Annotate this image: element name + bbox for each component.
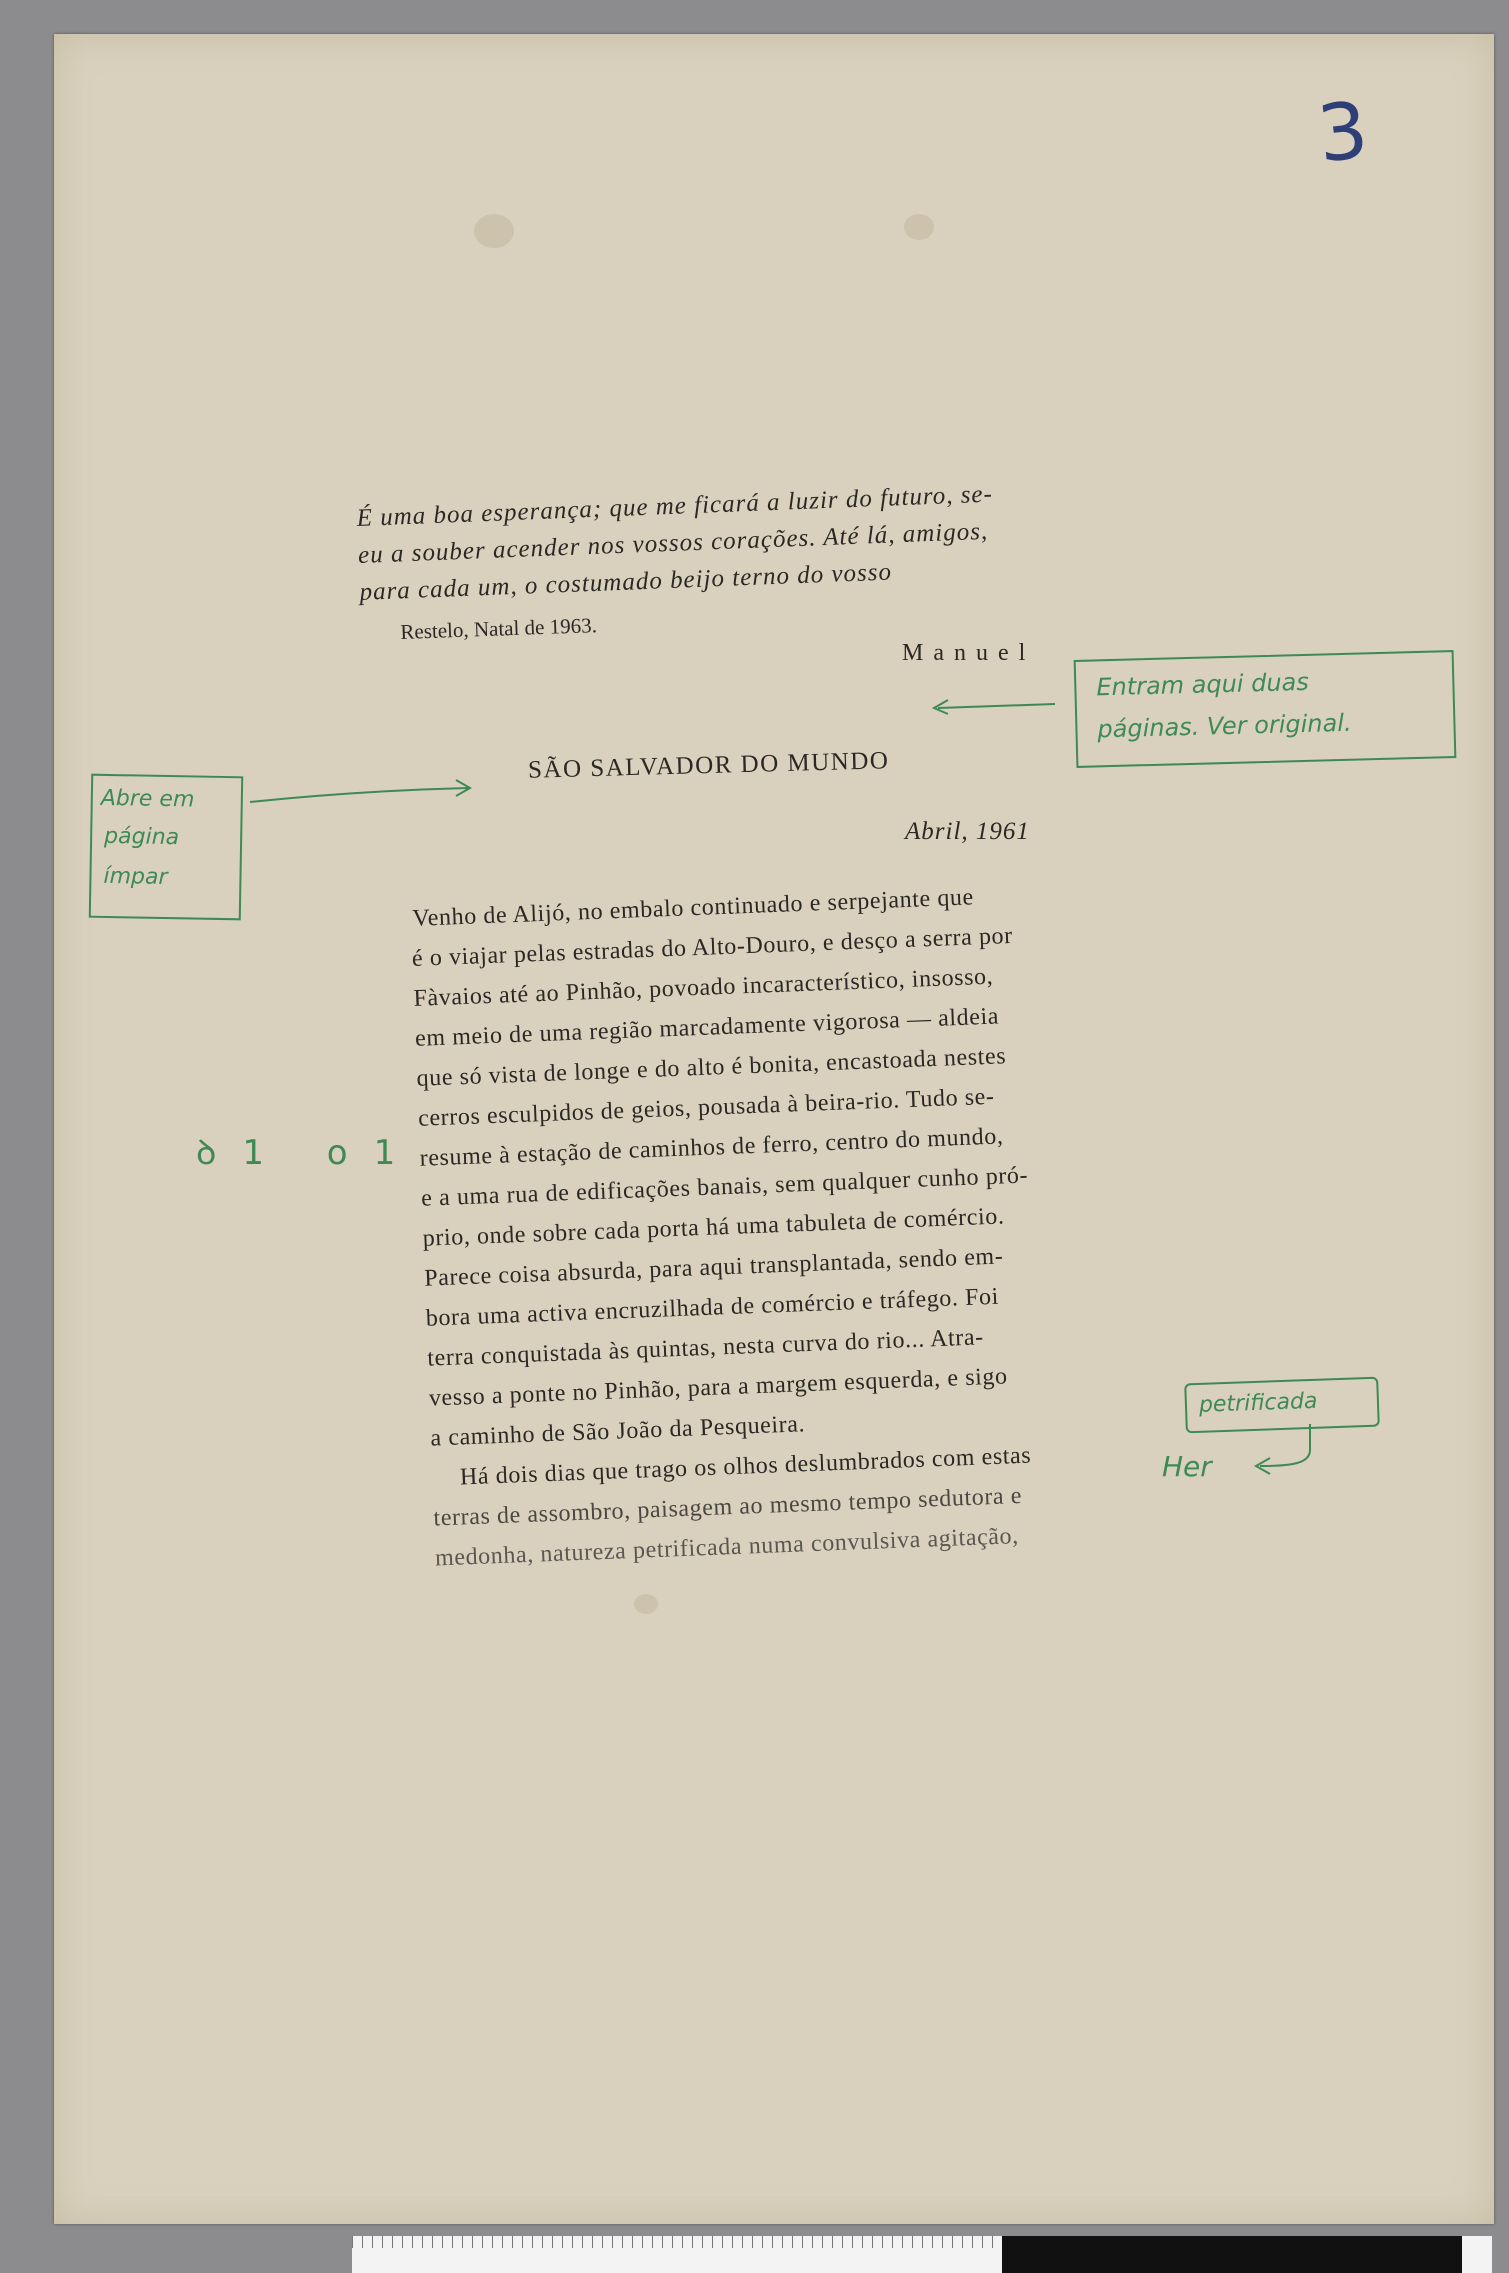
odd-page-arrow-icon [248,770,478,810]
insert-note-line: Entram aqui duas [1096,667,1310,702]
place-date: Restelo, Natal de 1963. [400,613,598,644]
correction-note: Her [1162,1450,1212,1483]
insert-note-line: páginas. Ver original. [1097,708,1352,744]
insert-arrow-icon [930,690,1060,720]
paper-stain [474,214,514,248]
chapter-date: Abril, 1961 [905,818,1030,845]
odd-page-note-box [89,774,243,921]
body-line: a caminho de São João da Pesqueira. [429,1411,806,1452]
body-line: é o viajar pelas estradas do Alto-Douro, e desço a serra por [411,922,1014,972]
body-line: Fàvaios até ao Pinhão, povoado incaracterístico, insosso, [413,963,994,1012]
letter-line: para cada um, o costumado beijo terno do vosso [359,558,893,606]
body-line: medonha, natureza petrificada numa convulsiva agitação, [434,1523,1020,1572]
body-line: vesso a ponte no Pinhão, para a margem esquerda, e sigo [428,1363,1009,1412]
chapter-title: SÃO SALVADOR DO MUNDO [527,747,890,784]
correction-word: petrificada [1198,1388,1318,1418]
signature: M a n u e l [902,640,1028,666]
odd-page-note-line: Abre em [100,785,195,813]
scan-ruler [352,2236,1492,2273]
body-line: Venho de Alijó, no embalo continuado e serpejante que [411,884,975,932]
paper-stain [634,1594,658,1614]
letter-line: eu a souber acender nos vossos corações. Até lá, amigos, [357,517,989,569]
body-line: prio, onde sobre cada porta há uma tabuleta de comércio. [422,1203,1005,1252]
ruler-end [1462,2236,1492,2273]
body-line: terra conquistada às quintas, nesta curva do rio... Atra- [426,1324,985,1372]
margin-marks: ꝺ1 o1 [196,1133,422,1173]
insert-note-box [1074,650,1457,768]
letter-line: É uma boa esperança; que me ficará a luzir do futuro, se- [356,480,994,532]
body-line: cerros esculpidos de geios, pousada à beira-rio. Tudo se- [417,1083,996,1132]
body-line: em meio de uma região marcadamente vigorosa — aldeia [414,1003,1000,1052]
odd-page-note-line: ímpar [103,863,168,891]
paper-stain [904,214,934,240]
body-line: e a uma rua de edificações banais, sem qualquer cunho pró- [420,1162,1029,1212]
body-line: bora uma activa encruzilhada de comércio e tráfego. Foi [425,1283,1000,1332]
body-line: Parece coisa absurda, para aqui transplantada, sendo em- [423,1243,1004,1292]
ruler-scale [352,2236,1002,2273]
page-number: 3 [1313,85,1373,181]
body-line: que só vista de longe e do alto é bonita, encastoada nestes [416,1043,1007,1092]
body-line: resume à estação de caminhos de ferro, centro do mundo, [419,1123,1004,1172]
correction-arrow-icon [1250,1420,1330,1480]
body-line: terras de assombro, paisagem ao mesmo tempo sedutora e [433,1482,1023,1532]
ruler-black-band [1002,2236,1462,2273]
odd-page-note-line: página [103,823,180,851]
body-line: Há dois dias que trago os olhos deslumbrados com estas [459,1442,1032,1491]
